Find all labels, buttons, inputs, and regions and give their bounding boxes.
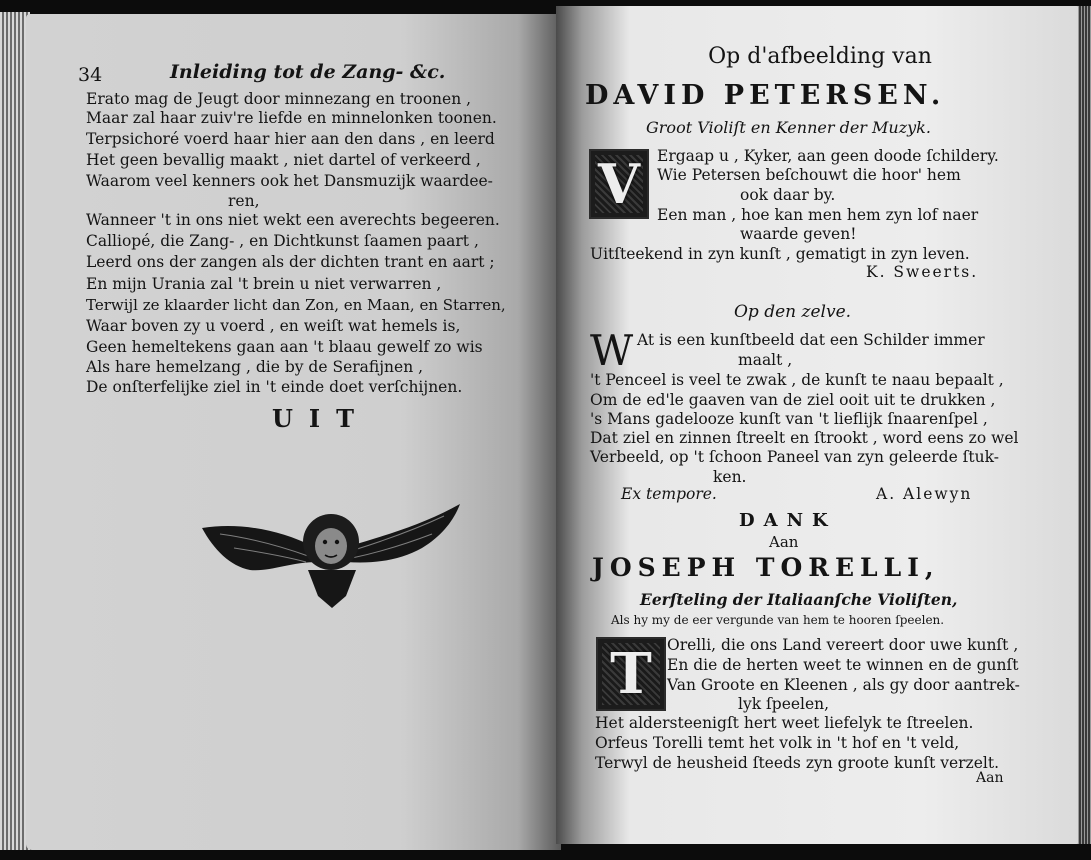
poem-line: Wie Petersen beſchouwt die hoor' hem — [657, 166, 961, 184]
poem-line: Een man , hoe kan men hem zyn lof naer — [657, 206, 979, 224]
poem-line: En mijn Urania zal 't brein u niet verwarren , — [86, 275, 442, 293]
poem-line: Dat ziel en zinnen ſtreelt en ſtrookt , word eens zo wel — [590, 429, 1019, 447]
dank-heading: DANK — [739, 510, 837, 531]
closing-word: UIT — [272, 404, 371, 433]
heading-line: Op d'afbeelding van — [708, 44, 932, 69]
poem-note: Ex tempore. — [621, 485, 717, 503]
decorated-initial-t: T — [596, 637, 666, 711]
poem-line: Uitſteekend in zyn kunſt , gematigt in zyn leven. — [590, 245, 970, 263]
poem-line: Orfeus Torelli temt het volk in 't hof en 't veld, — [595, 734, 960, 752]
aan-line: Aan — [769, 533, 799, 551]
torelli-subtitle: Eerſteling der Italiaanſche Violiſten, — [640, 590, 958, 609]
poem-line: Ergaap u , Kyker, aan geen doode ſchildery. — [657, 147, 999, 165]
poem-line: Waar boven zy u voerd , en weiſt wat hemels is, — [86, 317, 461, 335]
poem-line: Van Groote en Kleenen , als gy door aantrek- — [667, 676, 1020, 694]
poem-author: K. Sweerts. — [866, 263, 979, 281]
winged-cherub-ornament — [200, 500, 462, 612]
poem-line: ken. — [713, 468, 747, 486]
poem-line: Om de ed'le gaaven van de ziel ooit uit te drukken , — [590, 391, 996, 409]
catchword: Aan — [976, 770, 1004, 786]
poem-line: Terwijl ze klaarder licht dan Zon, en Maan, en Starren, — [86, 296, 506, 314]
heading-name: DAVID PETERSEN. — [585, 80, 946, 111]
poem-author: A. Alewyn — [876, 485, 973, 503]
poem-line: 's Mans gadelooze kunſt van 't lieflijk ſnaarenſpel , — [590, 410, 988, 428]
poem-line: Leerd ons der zangen als der dichten trant en aart ; — [86, 253, 495, 271]
poem-line: Maar zal haar zuiv're liefde en minnelonken toonen. — [86, 109, 497, 127]
page-number: 34 — [78, 64, 103, 86]
poem-line: Terwyl de heusheid ſteeds zyn groote kunſt verzelt. — [595, 754, 1000, 772]
running-title: Inleiding tot de Zang- &c. — [170, 61, 446, 83]
poem-line: waarde geven! — [740, 225, 857, 243]
poem-line: 't Penceel is veel te zwak , de kunſt te naau bepaalt , — [590, 371, 1004, 389]
poem-line: Geen hemeltekens gaan aan 't blaau gewelf zo wis — [86, 338, 483, 356]
poem-line: Calliopé, die Zang- , en Dichtkunst ſaamen paart , — [86, 232, 479, 250]
heading-subtitle: Groot Violiſt en Kenner der Muzyk. — [646, 118, 931, 137]
poem-heading: Op den zelve. — [734, 302, 852, 322]
poem-line: Erato mag de Jeugt door minnezang en troonen , — [86, 90, 472, 108]
poem-line: lyk ſpeelen, — [738, 695, 830, 713]
poem-line: Waarom veel kenners ook het Dansmuzijk waardee- — [86, 172, 493, 190]
initial-w: W — [590, 326, 634, 375]
poem-line: Het aldersteenigſt hert weet liefelyk te ſtreelen. — [595, 714, 974, 732]
poem-line: maalt , — [738, 351, 793, 369]
poem-line: Orelli, die ons Land vereert door uwe kunſt , — [667, 636, 1019, 654]
poem-line: ren, — [228, 192, 260, 210]
book-page-edges-right — [1078, 6, 1091, 844]
poem-line: Terpsichoré voerd haar hier aan den dans , en leerd — [86, 130, 495, 148]
poem-line: Het geen bevallig maakt , niet dartel of verkeerd , — [86, 151, 481, 169]
decorated-initial-v: V — [589, 149, 649, 219]
poem-line: Als hare hemelzang , die by de Serafijnen , — [86, 358, 424, 376]
poem-line: Wanneer 't in ons niet wekt een averechts begeeren. — [86, 211, 500, 229]
poem-line: At is een kunſtbeeld dat een Schilder immer — [637, 331, 985, 349]
torelli-name: JOSEPH TORELLI, — [592, 553, 940, 582]
poem-line: ook daar by. — [740, 186, 836, 204]
poem-line: Verbeeld, op 't ſchoon Paneel van zyn geleerde ſtuk- — [590, 448, 999, 466]
torelli-note: Als hy my de eer vergunde van hem te hooren ſpeelen. — [611, 613, 945, 627]
poem-line: En die de herten weet te winnen en de gunſt — [667, 656, 1019, 674]
poem-line: De onſterfelijke ziel in 't einde doet verſchijnen. — [86, 378, 463, 396]
